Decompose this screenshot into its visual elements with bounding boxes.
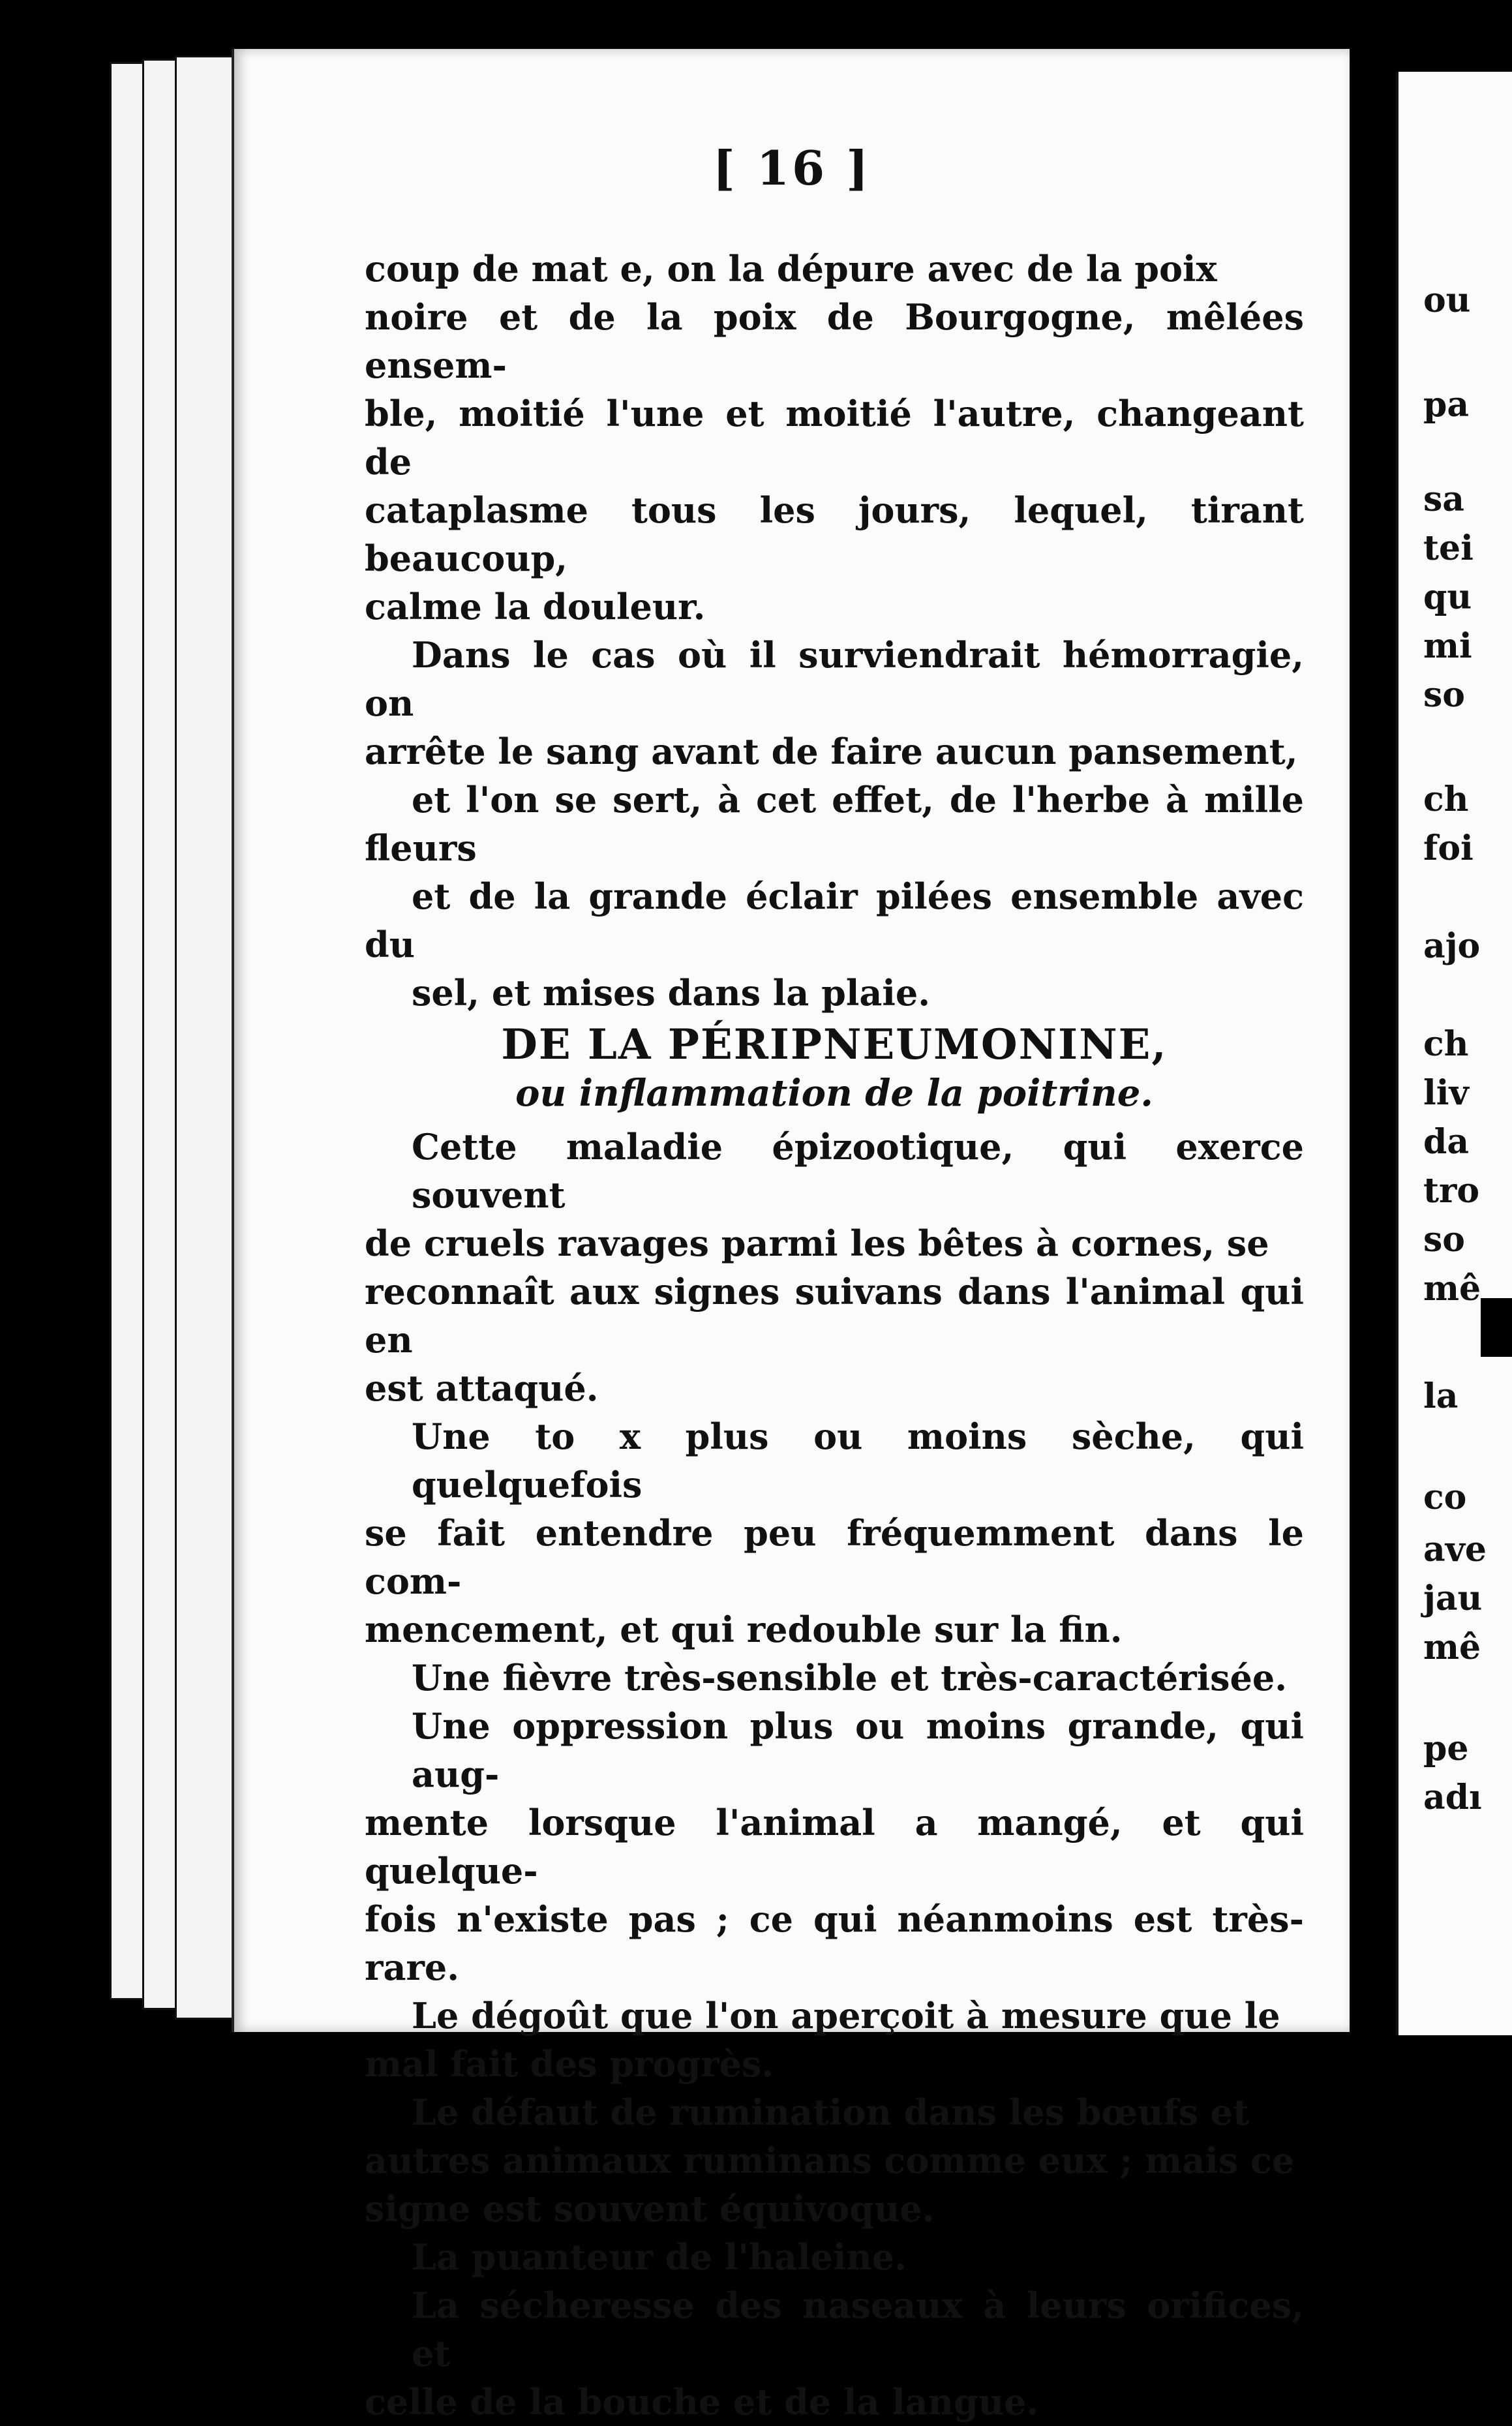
facing-page-fragment: jau	[1423, 1579, 1483, 1618]
text-line: mal fait des progrès.	[365, 2043, 774, 2085]
facing-page-fragment: so	[1423, 1220, 1465, 1260]
text-line: mente lorsque l'animal a mangé, et qui quelque-	[365, 1802, 1304, 1892]
page-body	[365, 245, 1304, 2426]
text-line: cataplasme tous les jours, lequel, tirant beaucoup,	[365, 489, 1304, 579]
facing-page-fragment: so	[1423, 675, 1465, 715]
facing-page-fragment: liv	[1423, 1073, 1469, 1113]
section-subtitle: ou inflammation de la poitrine.	[515, 1072, 1153, 1115]
text-line: sel, et mises dans la plaie.	[412, 972, 931, 1014]
facing-page-fragment: ou	[1423, 281, 1471, 320]
book-page	[232, 49, 1350, 2423]
page-number: [ 16 ]	[712, 140, 871, 196]
text-line: calme la douleur.	[365, 586, 706, 628]
text-line: autres animaux ruminans comme eux ; mais ce	[365, 2140, 1295, 2181]
paragraph	[365, 245, 1304, 631]
facing-page-fragment: ch	[1423, 1024, 1469, 1064]
facing-page-fragment: la	[1423, 1376, 1459, 1416]
text-line: Cette maladie épizootique, qui exerce souvent	[412, 1126, 1304, 1216]
text-line: reconnaît aux signes suivans dans l'animal qui en	[365, 1271, 1304, 1361]
paragraph	[365, 2281, 1304, 2426]
paragraph	[365, 2233, 1304, 2281]
facing-page-fragment: ch	[1423, 780, 1469, 819]
facing-page-fragment: da	[1423, 1122, 1470, 1162]
text-line: de cruels ravages parmi les bêtes à cornes, se	[365, 1222, 1269, 1264]
text-line: celle de la bouche et de la langue.	[365, 2381, 1039, 2423]
facing-page-fragment: mê	[1423, 1269, 1481, 1309]
text-line: se fait entendre peu fréquemment dans le com-	[365, 1512, 1304, 1602]
text-line: Le dégoût que l'on aperçoit à mesure que le	[412, 1995, 1280, 2037]
paragraph	[365, 1123, 1304, 1412]
paragraph	[365, 631, 1304, 1017]
facing-page-fragment: mi	[1423, 626, 1472, 666]
paragraph	[365, 1702, 1304, 1992]
text-line: La sécheresse des naseaux à leurs orifices, et	[412, 2284, 1304, 2374]
facing-page-fragment: co	[1423, 1478, 1467, 1517]
text-line: arrête le sang avant de faire aucun pansement,	[365, 731, 1298, 772]
paragraph	[365, 1412, 1304, 1654]
facing-page-fragment: ave	[1423, 1530, 1487, 1569]
paragraph	[365, 2088, 1304, 2233]
facing-page-fragment: sa	[1423, 479, 1464, 519]
text-line: mencement, et qui redouble sur la fin.	[365, 1609, 1123, 1650]
facing-page-marker	[1481, 1298, 1512, 1357]
text-line: Dans le cas où il surviendrait hémorragie, on	[365, 634, 1304, 724]
text-line: Une oppression plus ou moins grande, qui aug-	[412, 1705, 1304, 1795]
facing-page-fragment: tei	[1423, 528, 1474, 568]
text-line: est attaqué.	[365, 1367, 599, 1409]
facing-page-fragment: foi	[1423, 828, 1474, 868]
facing-page-fragment: pa	[1423, 385, 1470, 425]
facing-page-fragment: pe	[1423, 1729, 1469, 1768]
facing-page-fragment: ajo	[1423, 926, 1481, 966]
facing-page-fragment: tro	[1423, 1171, 1480, 1211]
facing-page-fragment: qu	[1423, 577, 1472, 617]
text-line: signe est souvent équivoque.	[365, 2188, 935, 2230]
text-line: La puanteur de l'haleine.	[412, 2236, 907, 2278]
paragraph	[365, 1992, 1304, 2088]
text-line: Une to x plus ou moins sèche, qui quelquefois	[412, 1416, 1304, 1506]
paragraph	[365, 1654, 1304, 1702]
text-line: et de la grande éclair pilées ensemble avec du	[365, 875, 1304, 965]
text-line: Le défaut de rumination dans les bœufs et	[412, 2091, 1250, 2133]
text-line: Une fièvre très-sensible et très-caractérisée.	[412, 1657, 1288, 1699]
text-line: ble, moitié l'une et moitié l'autre, changeant de	[365, 393, 1304, 483]
text-line: coup de mat e, on la dépure avec de la poix	[365, 248, 1217, 290]
section-title: DE LA PÉRIPNEUMONINE,	[501, 1020, 1168, 1069]
text-line: noire et de la poix de Bourgogne, mêlées ensem-	[365, 296, 1304, 386]
facing-page-fragment: mê	[1423, 1628, 1481, 1667]
text-line: et l'on se sert, à cet effet, de l'herbe à mille fleurs	[365, 779, 1304, 869]
text-line: fois n'existe pas ; ce qui néanmoins est très-rare.	[365, 1898, 1304, 1988]
facing-page-fragment: adı	[1423, 1778, 1482, 1817]
